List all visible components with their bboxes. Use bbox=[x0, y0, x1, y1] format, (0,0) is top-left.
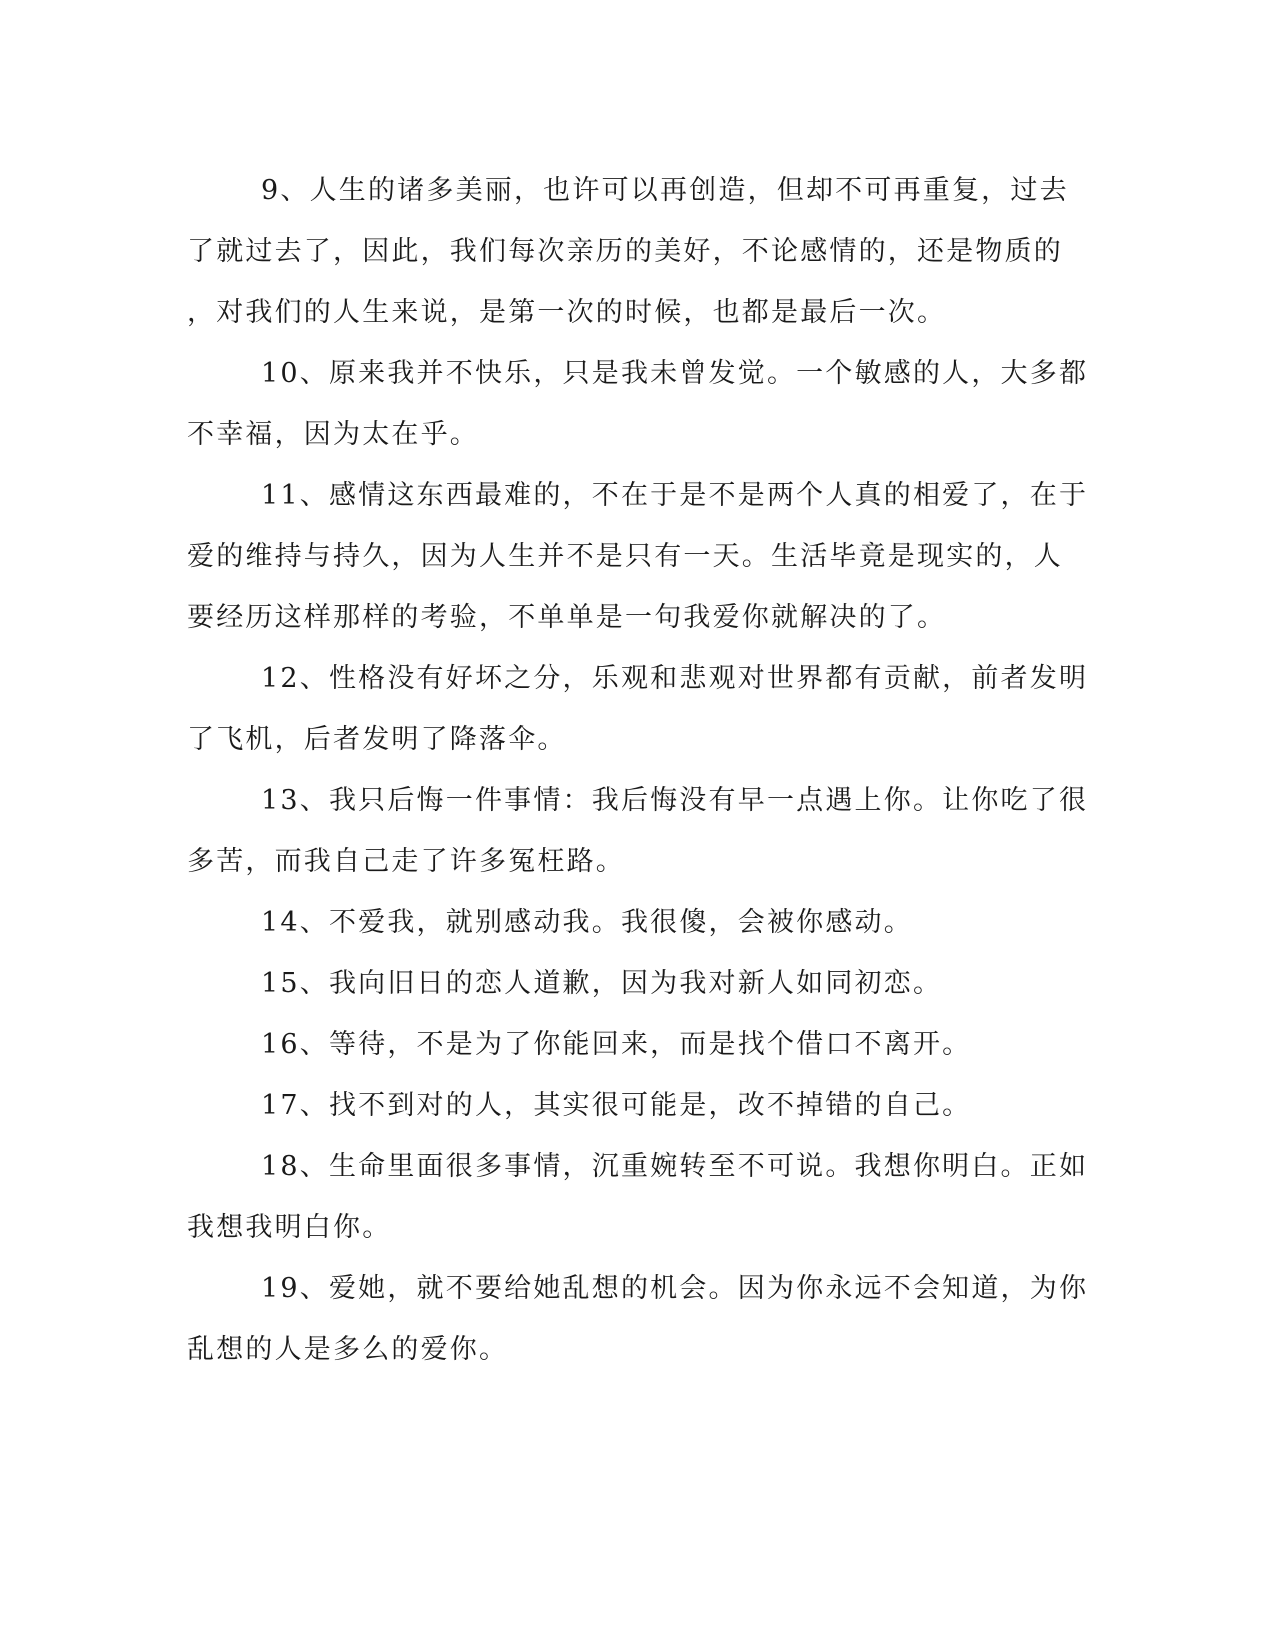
document-body bbox=[187, 160, 1089, 1380]
text-line: 爱的维持与持久，因为人生并不是只有一天。生活毕竟是现实的，人 bbox=[187, 541, 1063, 572]
text-line: 18、生命里面很多事情，沉重婉转至不可说。我想你明白。正如 bbox=[261, 1151, 1089, 1182]
text-line: 了就过去了，因此，我们每次亲历的美好，不论感情的，还是物质的 bbox=[187, 236, 1063, 267]
text-line: 了飞机，后者发明了降落伞。 bbox=[187, 724, 567, 755]
text-line: 11、感情这东西最难的，不在于是不是两个人真的相爱了，在于 bbox=[261, 480, 1089, 511]
text-line: 19、爱她，就不要给她乱想的机会。因为你永远不会知道，为你 bbox=[261, 1273, 1089, 1304]
text-line: 要经历这样那样的考验，不单单是一句我爱你就解决的了。 bbox=[187, 602, 947, 633]
text-line: 17、找不到对的人，其实很可能是，改不掉错的自己。 bbox=[261, 1090, 972, 1121]
text-line: 15、我向旧日的恋人道歉，因为我对新人如同初恋。 bbox=[261, 968, 943, 999]
text-line: 9、人生的诸多美丽，也许可以再创造，但却不可再重复，过去 bbox=[261, 175, 1069, 206]
text-line: 13、我只后悔一件事情：我后悔没有早一点遇上你。让你吃了很 bbox=[261, 785, 1089, 816]
text-line: 乱想的人是多么的爱你。 bbox=[187, 1334, 509, 1365]
text-line: 多苦，而我自己走了许多冤枉路。 bbox=[187, 846, 625, 877]
text-line: 12、性格没有好坏之分，乐观和悲观对世界都有贡献，前者发明 bbox=[261, 663, 1089, 694]
text-line: ，对我们的人生来说，是第一次的时候，也都是最后一次。 bbox=[187, 297, 947, 328]
text-line: 16、等待，不是为了你能回来，而是找个借口不离开。 bbox=[261, 1029, 972, 1060]
text-line: 10、原来我并不快乐，只是我未曾发觉。一个敏感的人，大多都 bbox=[261, 358, 1089, 389]
text-line: 14、不爱我，就别感动我。我很傻，会被你感动。 bbox=[261, 907, 913, 938]
text-line: 不幸福，因为太在乎。 bbox=[187, 419, 479, 450]
text-line: 我想我明白你。 bbox=[187, 1212, 392, 1243]
